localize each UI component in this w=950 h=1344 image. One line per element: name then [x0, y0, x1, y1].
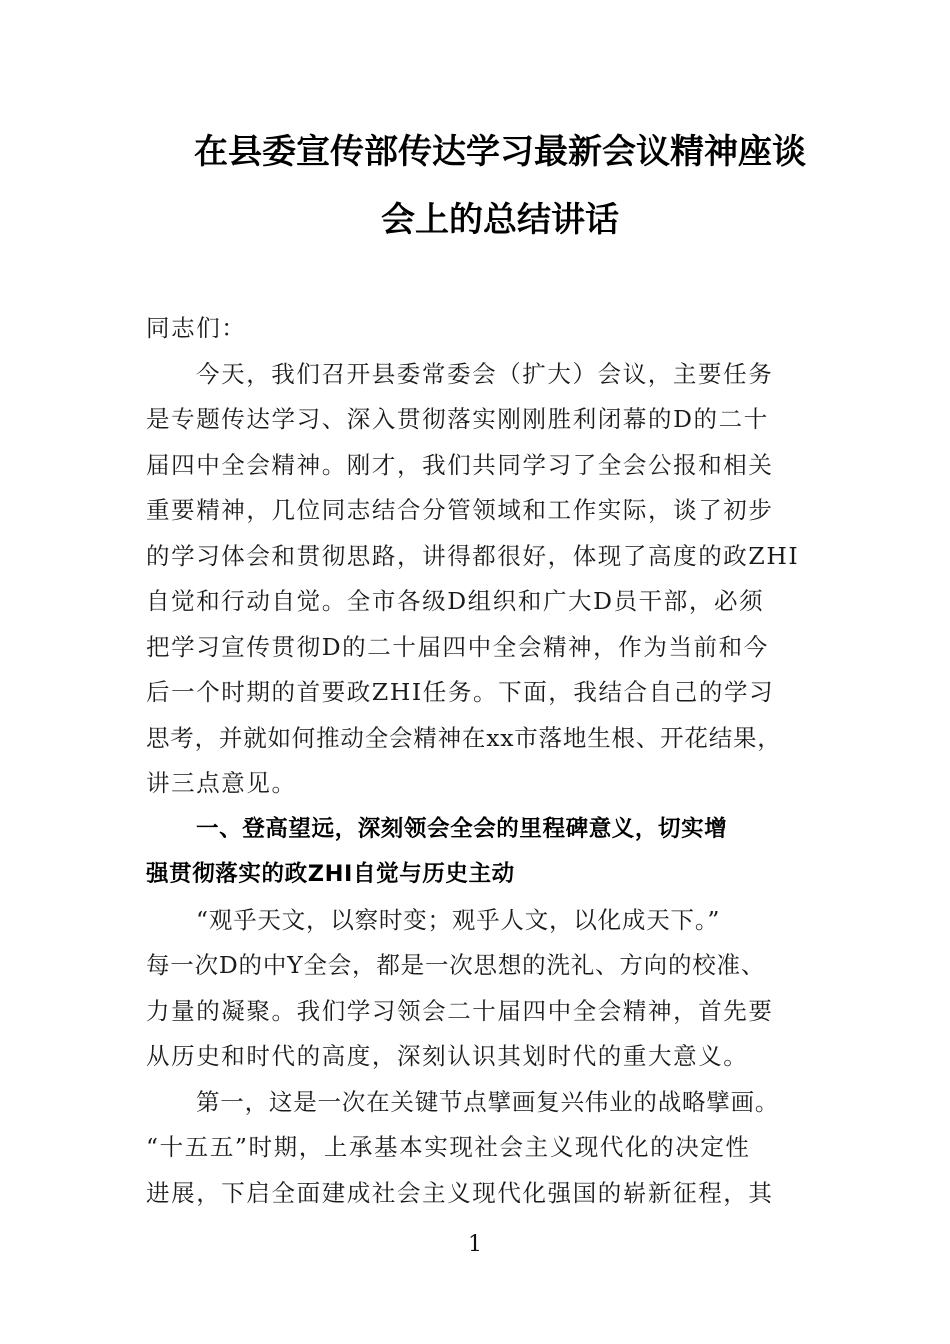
paragraph-line: 把学习宣传贯彻D的二十届四中全会精神，作为当前和今 — [146, 632, 769, 661]
paragraph-line: 自觉和行动自觉。全市各级D组织和广大D员干部，必须 — [146, 587, 765, 615]
paragraph-line: 思考，并就如何推动全会精神在xx市落地生根、开花结果， — [146, 723, 782, 752]
paragraph-line: 今天，我们召开县委常委会（扩大）会议，主要任务 — [196, 359, 774, 388]
paragraph-line: 重要精神，几位同志结合分管领域和工作实际，谈了初步 — [146, 496, 774, 524]
paragraph-line: 届四中全会精神。刚才，我们共同学习了全会公报和相关 — [146, 450, 774, 479]
document-title-line-1: 在县委宣传部传达学习最新会议精神座谈 — [194, 132, 806, 172]
paragraph-line: 是专题传达学习、深入贯彻落实刚刚胜利闭幕的D的二十 — [146, 405, 769, 433]
section-heading-line-2: 强贯彻落实的政ZHI自觉与历史主动 — [146, 861, 515, 887]
page-number: 1 — [468, 1232, 482, 1257]
paragraph-line: 讲三点意见。 — [146, 769, 297, 797]
paragraph-line: “观乎天文，以察时变；观乎人文，以化成天下。” — [196, 905, 721, 934]
document-body — [146, 306, 836, 1216]
paragraph-line: 第一，这是一次在关键节点擘画复兴伟业的战略擘画。 — [196, 1087, 780, 1116]
paragraph-line: 后一个时期的首要政ZHI任务。下面，我结合自己的学习 — [146, 678, 775, 706]
section-heading-line-1: 一、登高望远，深刻领会全会的里程碑意义，切实增 — [196, 815, 728, 842]
document-title-line-2: 会上的总结讲话 — [381, 200, 619, 240]
paragraph-line: “十五五”时期，上承基本实现社会主义现代化的决定性 — [146, 1133, 751, 1161]
paragraph-line: 进展，下启全面建成社会主义现代化强国的崭新征程，其 — [146, 1178, 774, 1207]
paragraph-line: 每一次D的中Y全会，都是一次思想的洗礼、方向的校准、 — [146, 951, 766, 979]
paragraph-line: 从历史和时代的高度，深刻认识其划时代的重大意义。 — [146, 1042, 749, 1070]
salutation: 同志们： — [146, 314, 247, 342]
paragraph-line: 的学习体会和贯彻思路，讲得都很好，体现了高度的政ZHI — [146, 541, 800, 570]
paragraph-line: 力量的凝聚。我们学习领会二十届四中全会精神，首先要 — [146, 996, 774, 1025]
